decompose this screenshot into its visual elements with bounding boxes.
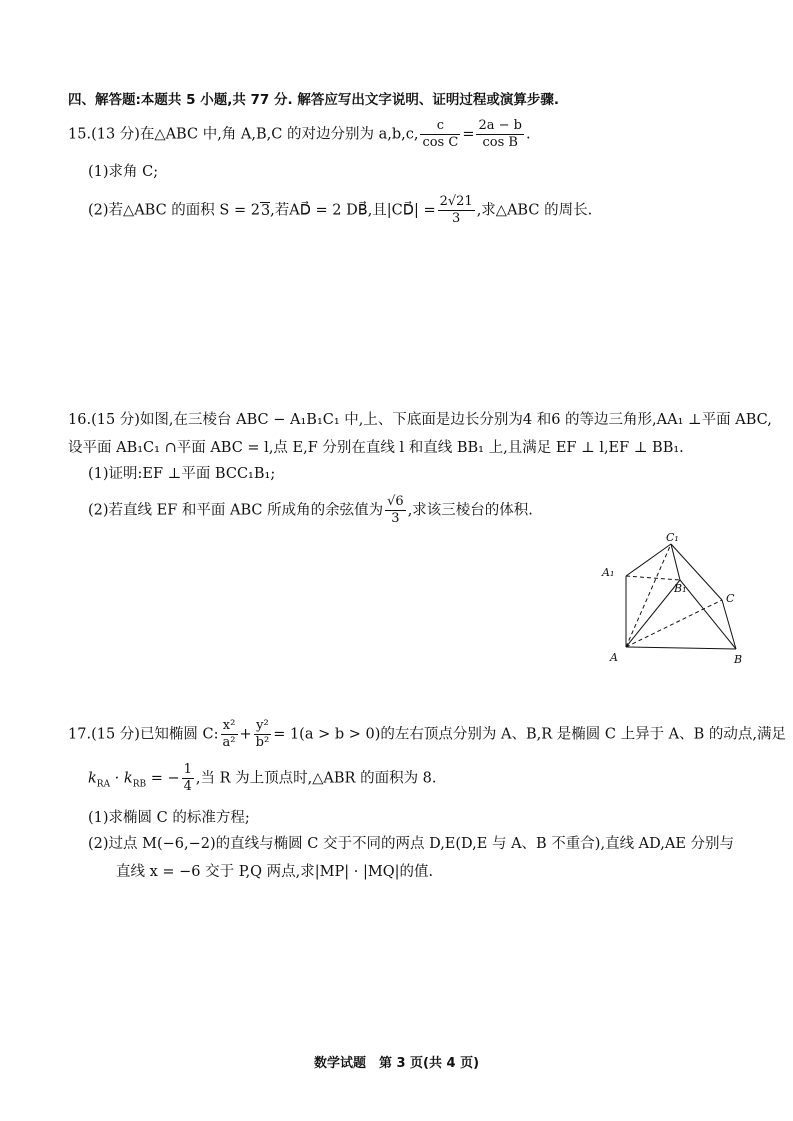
fraction: $\frac{c}{\text{cos C}}$ [422, 118, 459, 150]
question-17-part2-line1: (2)过点 M(−6,−2)的直线与椭圆 C 交于不同的两点 D,E(D,E 与 A、B 不重合),直线 AD,AE 分别与 [88, 836, 735, 852]
edge-A1C1 [626, 544, 671, 576]
edge-CB [722, 600, 736, 649]
edge-B1B [680, 580, 736, 649]
question-15-stem: 15.(13 分)在△ABC 中,角 A,B,C 的对边分别为 a,b,c, $\frac{c}{\text{cos C}}$ = $\frac{2a - b}{\text{cos B}}$ . [68, 118, 531, 150]
question-number: 15. [68, 126, 92, 143]
question-number: 17. [68, 726, 92, 743]
question-15-part1: (1)求角 C; [88, 164, 159, 180]
question-17-line2: $k_{RA} \cdot k_{RB}$ = − $\frac{1}{4}$ ,当 R 为上顶点时,△ABR 的面积为 8. [88, 762, 437, 794]
edge-AC [626, 600, 722, 647]
page-footer: 数学试题 第 3 页(共 4 页) [313, 1056, 480, 1071]
question-16-line2: 设平面 AB₁C₁ ∩平面 ABC = l,点 E,F 分别在直线 l 和直线 BB₁ 上,且满足 EF ⊥ l,EF ⊥ BB₁. [68, 440, 684, 456]
fraction: $\frac{1}{4}$ [183, 762, 192, 794]
edge-A1B1 [626, 576, 680, 580]
question-number: 16. [68, 412, 92, 428]
fraction: $\frac{√6}{3}$ [387, 494, 404, 526]
fraction: $\frac{\text{x²}}{\text{a²}}$ [222, 718, 236, 750]
fraction: $\frac{2√21}{3}$ [439, 194, 473, 226]
label-B: B [734, 653, 743, 666]
edge-AB [626, 647, 736, 649]
question-15-part2: (2)若△ABC 的面积 S = 23,若AD⃗ = 2 DB⃗,且|CD⃗| = $\frac{2√21}{3}$ ,求△ABC 的周长. [88, 194, 593, 226]
question-17-part1: (1)求椭圆 C 的标准方程; [88, 810, 250, 826]
section-heading: 四、解答题:本题共 5 小题,共 77 分. 解答应写出文字说明、证明过程或演算步骤. [68, 92, 559, 108]
question-points: (13 分) [91, 126, 140, 143]
question-16-line1: 16.(15 分)如图,在三棱台 ABC − A₁B₁C₁ 中,上、下底面是边长分别为4 和6 的等边三角形,AA₁ ⊥平面 ABC, [68, 412, 772, 428]
label-C: C [726, 592, 735, 605]
question-16-part1: (1)证明:EF ⊥平面 BCC₁B₁; [88, 466, 276, 482]
question-16-part2: (2)若直线 EF 和平面 ABC 所成角的余弦值为 $\frac{√6}{3}$ ,求该三棱台的体积. [88, 494, 533, 526]
fraction: $\frac{\text{y²}}{\text{b²}}$ [255, 718, 270, 750]
question-17-stem: 17.(15 分)已知椭圆 C: $\frac{\text{x²}}{\text{a²}}$ + $\frac{\text{y²}}{\text{b²}}$ = 1(a > b > 0)的左右顶点分别为 A、B,R 是椭圆 C 上异于 A、B 的动点,满足 [68, 718, 787, 750]
question-points: (15 分) [91, 412, 140, 428]
label-A1: A₁ [602, 566, 615, 579]
label-A: A [610, 651, 618, 664]
frustum-figure [596, 532, 756, 672]
question-17-part2-line2: 直线 x = −6 交于 P,Q 两点,求|MP| · |MQ|的值. [116, 864, 434, 880]
edge-AB1 [626, 580, 680, 647]
label-B1: B₁ [674, 582, 687, 595]
fraction: $\frac{2a - b}{\text{cos B}}$ [478, 118, 522, 150]
question-points: (15 分) [91, 726, 140, 743]
sqrt: 3 [260, 202, 271, 219]
label-C1: C₁ [666, 532, 679, 544]
question-text: 在△ABC 中,角 A,B,C 的对边分别为 a,b,c, [139, 126, 419, 143]
